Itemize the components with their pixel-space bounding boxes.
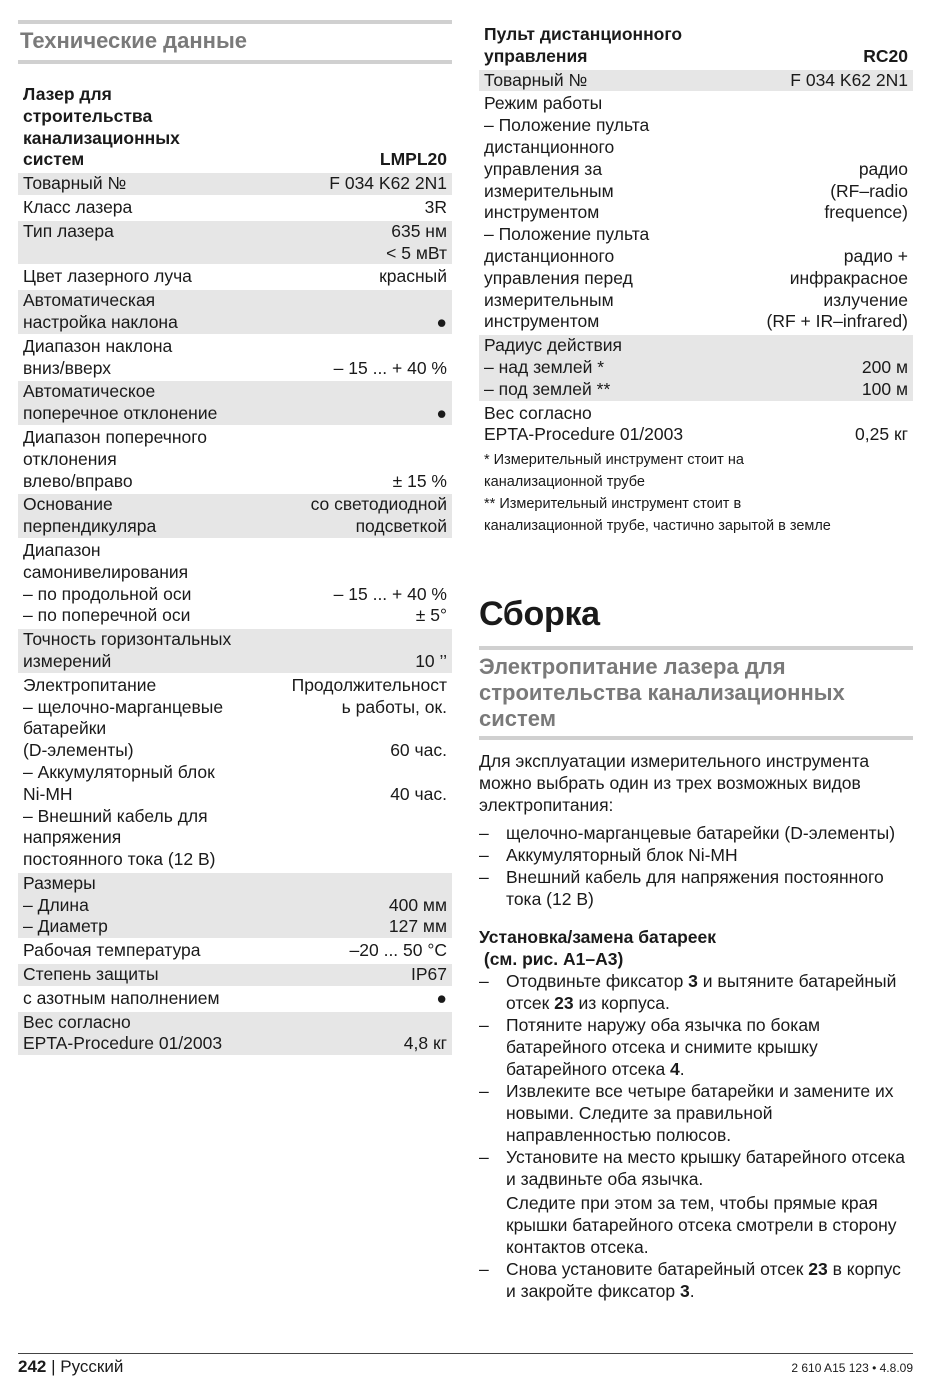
spec-row-line bbox=[479, 357, 913, 379]
spec-label: Ni-MH bbox=[23, 783, 73, 804]
spec-value bbox=[265, 762, 452, 784]
footer-language: Русский bbox=[60, 1357, 124, 1376]
spec-label: инструментом bbox=[484, 311, 600, 332]
spec-value: со светодиодной bbox=[265, 493, 452, 516]
spec-value: 60 час. bbox=[390, 740, 447, 761]
spec-value: –20 ... 50 °C bbox=[265, 939, 452, 963]
spec-row-line bbox=[18, 827, 452, 849]
list-item-text: щелочно-марганцевые батарейки (D-элементы) bbox=[506, 823, 896, 844]
spec-row-line bbox=[18, 335, 452, 358]
spec-label: – Диаметр bbox=[18, 916, 265, 939]
spec-row-line bbox=[18, 895, 452, 917]
spec-row-line bbox=[18, 265, 452, 289]
footer-page-label bbox=[18, 1357, 123, 1377]
spec-label: Автоматическое bbox=[18, 380, 265, 403]
page-number: 242 bbox=[18, 1357, 47, 1376]
spec-label: Товарный № bbox=[479, 69, 731, 93]
spec-row-line bbox=[479, 311, 913, 334]
spec-value: излучение bbox=[823, 289, 908, 310]
spec-label: – Положение пульта bbox=[484, 224, 650, 245]
spec-value bbox=[265, 335, 452, 358]
spec-label: – Внешний кабель для bbox=[23, 805, 208, 826]
spec-value: 100 м bbox=[731, 379, 913, 402]
spec-label: Размеры bbox=[18, 872, 265, 895]
spec-value: красный bbox=[265, 265, 452, 289]
footnote-line: ** Измерительный инструмент стоит в bbox=[484, 496, 742, 513]
step-text: . bbox=[679, 1059, 685, 1080]
spec-row-line bbox=[18, 849, 452, 872]
spec-value: RC20 bbox=[863, 45, 908, 66]
battery-heading-line1: Установка/замена батареек bbox=[479, 927, 716, 948]
spec-label: Вес согласно bbox=[479, 402, 731, 425]
battery-heading-line2: (см. рис. A1–A3) bbox=[483, 949, 624, 970]
spec-value: < 5 мВт bbox=[265, 243, 452, 266]
spec-label: – Длина bbox=[18, 895, 265, 917]
spec-row-line bbox=[479, 290, 913, 312]
spec-row-line bbox=[479, 92, 913, 115]
spec-row-line bbox=[18, 939, 452, 963]
spec-row-line bbox=[18, 674, 452, 697]
spec-value: ● bbox=[265, 987, 452, 1011]
spec-row-line bbox=[479, 379, 913, 402]
spec-row-line bbox=[479, 224, 913, 246]
spec-row-line bbox=[479, 115, 913, 137]
spec-row-line bbox=[18, 784, 452, 806]
spec-row-line bbox=[18, 651, 452, 674]
list-item bbox=[479, 844, 913, 866]
section-title-technical-data: Технические данные bbox=[18, 20, 452, 64]
spec-value bbox=[731, 115, 913, 137]
battery-steps-list bbox=[479, 970, 913, 1302]
spec-value bbox=[731, 224, 913, 246]
spec-label: (D-элементы) bbox=[23, 740, 134, 761]
spec-row-line bbox=[479, 159, 913, 181]
spec-row-line bbox=[18, 516, 452, 539]
spec-value: ● bbox=[265, 403, 452, 426]
spec-value bbox=[265, 849, 452, 872]
spec-row-line bbox=[18, 562, 452, 584]
spec-label: Рабочая температура bbox=[18, 939, 265, 963]
spec-label: Степень защиты bbox=[18, 963, 265, 987]
spec-value bbox=[265, 84, 452, 106]
spec-row-line bbox=[18, 628, 452, 651]
spec-value bbox=[265, 628, 452, 651]
spec-value bbox=[265, 1011, 452, 1034]
spec-row-line bbox=[18, 84, 452, 106]
part-ref: 23 bbox=[554, 993, 574, 1014]
dash-marker: – bbox=[479, 1147, 489, 1168]
spec-row-line bbox=[18, 358, 452, 381]
spec-row-line bbox=[479, 24, 913, 46]
spec-row-line bbox=[18, 403, 452, 426]
spec-label: Основание bbox=[18, 493, 265, 516]
spec-value bbox=[731, 137, 913, 159]
spec-label: систем bbox=[23, 149, 85, 170]
step-text: в корпус и закройте фиксатор bbox=[506, 1259, 901, 1302]
laser-spec-table bbox=[18, 84, 452, 1055]
spec-row-line bbox=[18, 584, 452, 606]
spec-value: 4,8 кг bbox=[265, 1033, 452, 1055]
spec-row-line bbox=[18, 471, 452, 494]
spec-value bbox=[265, 539, 452, 562]
spec-value: Продолжительност bbox=[265, 674, 452, 697]
spec-label: дистанционного bbox=[484, 245, 615, 266]
spec-value: 40 час. bbox=[390, 783, 447, 804]
spec-label: управления перед bbox=[484, 267, 633, 288]
assembly-body bbox=[479, 750, 913, 1302]
spec-value bbox=[265, 426, 452, 449]
step-item bbox=[479, 1014, 913, 1080]
footer-doc-code: 2 610 A15 123 • 4.8.09 bbox=[791, 1361, 913, 1375]
spec-value: ± 5° bbox=[415, 605, 447, 626]
spec-value bbox=[265, 289, 452, 312]
spec-value bbox=[731, 402, 913, 425]
footnote-line: * Измерительный инструмент стоит на bbox=[484, 452, 744, 469]
spec-label: – под землей ** bbox=[479, 379, 731, 402]
dash-marker: – bbox=[479, 971, 489, 992]
spec-value bbox=[265, 449, 452, 471]
spec-row-line bbox=[479, 202, 913, 224]
spec-label: Товарный № bbox=[18, 172, 265, 196]
spec-label: Вес согласно bbox=[18, 1011, 265, 1034]
spec-label: постоянного тока (12 В) bbox=[23, 849, 216, 870]
spec-row-line bbox=[18, 196, 452, 220]
spec-label: Диапазон bbox=[18, 539, 265, 562]
spec-value bbox=[265, 827, 452, 849]
dash-marker: – bbox=[479, 867, 489, 888]
part-ref: 3 bbox=[679, 1281, 690, 1302]
spec-label: напряжения bbox=[23, 827, 122, 848]
step-item bbox=[479, 1258, 913, 1302]
spec-value: F 034 K62 2N1 bbox=[731, 69, 913, 93]
spec-label: Класс лазера bbox=[18, 196, 265, 220]
right-column bbox=[479, 0, 913, 1302]
step-text: и вытяните батарейный отсек bbox=[506, 971, 897, 1014]
spec-label: Радиус действия bbox=[479, 334, 731, 357]
spec-value: (RF–radio bbox=[830, 180, 908, 201]
spec-label: управления за bbox=[484, 158, 603, 179]
list-item bbox=[479, 866, 913, 910]
spec-label: с азотным наполнением bbox=[18, 987, 265, 1011]
footnotes bbox=[479, 449, 913, 537]
spec-value bbox=[265, 106, 452, 128]
spec-label: самонивелирования bbox=[23, 561, 189, 582]
section-heading-assembly: Сборка bbox=[479, 595, 600, 634]
spec-label: перпендикуляра bbox=[18, 516, 265, 539]
spec-row-line bbox=[18, 220, 452, 243]
spec-value: 200 м bbox=[731, 357, 913, 379]
spec-value: ● bbox=[265, 312, 452, 335]
spec-value: 127 мм bbox=[265, 916, 452, 939]
spec-row-line bbox=[18, 762, 452, 784]
step-text: Снова установите батарейный отсек bbox=[506, 1259, 809, 1280]
step-text: Извлеките все четыре батарейки и замените их новыми. Следите за правильной направленностью полюсов. bbox=[506, 1081, 894, 1146]
spec-value: F 034 K62 2N1 bbox=[265, 172, 452, 196]
spec-label: измерительным bbox=[484, 180, 614, 201]
spec-label: батарейки bbox=[23, 718, 107, 739]
spec-label: инструментом bbox=[484, 202, 600, 223]
spec-row-line bbox=[18, 740, 452, 762]
spec-label: – Аккумуляторный блок bbox=[23, 761, 215, 782]
spec-label: – над землей * bbox=[479, 357, 731, 379]
spec-row-line bbox=[18, 718, 452, 740]
spec-label: управления bbox=[484, 45, 588, 66]
spec-row-line bbox=[18, 128, 452, 150]
spec-label: Диапазон поперечного bbox=[18, 426, 265, 449]
spec-value: IP67 bbox=[265, 963, 452, 987]
step-item bbox=[479, 970, 913, 1014]
spec-row-line bbox=[18, 312, 452, 335]
footnote-line: канализационной трубе bbox=[484, 474, 645, 491]
dash-marker: – bbox=[479, 1259, 489, 1280]
spec-value: 0,25 кг bbox=[855, 424, 908, 445]
spec-value: (RF + IR–infrared) bbox=[766, 311, 908, 332]
spec-label: Точность горизонтальных bbox=[18, 628, 265, 651]
spec-row-line bbox=[18, 1033, 452, 1055]
spec-label: строительства bbox=[23, 105, 153, 126]
battery-heading bbox=[479, 926, 913, 970]
spec-value bbox=[265, 562, 452, 584]
spec-row-line bbox=[479, 268, 913, 290]
spec-label: – по поперечной оси bbox=[23, 605, 191, 626]
spec-value bbox=[265, 380, 452, 403]
spec-label: Лазер для bbox=[23, 84, 112, 104]
spec-label bbox=[18, 243, 265, 266]
step-text: Установите на место крышку батарейного отсека и задвиньте оба язычка. bbox=[506, 1147, 905, 1190]
spec-row-line bbox=[479, 424, 913, 446]
step-text: из корпуса. bbox=[573, 993, 670, 1014]
spec-label: – щелочно-марганцевые bbox=[23, 696, 224, 717]
spec-row-line bbox=[18, 426, 452, 449]
spec-label: Тип лазера bbox=[18, 220, 265, 243]
spec-row-line bbox=[18, 605, 452, 628]
spec-value bbox=[731, 92, 913, 115]
spec-row-line bbox=[18, 149, 452, 172]
spec-row-line bbox=[18, 963, 452, 987]
spec-label: измерительным bbox=[484, 289, 614, 310]
part-ref: 23 bbox=[808, 1259, 828, 1280]
spec-value: LMPL20 bbox=[379, 149, 447, 170]
spec-label: EPTA-Procedure 01/2003 bbox=[484, 424, 684, 445]
spec-row-line bbox=[18, 697, 452, 719]
spec-value: – 15 ... + 40 % bbox=[333, 357, 447, 378]
spec-value: – 15 ... + 40 % bbox=[333, 583, 447, 604]
spec-value bbox=[731, 334, 913, 357]
spec-value: радио bbox=[858, 158, 908, 179]
spec-label: измерений bbox=[18, 651, 265, 674]
intro-paragraph: Для эксплуатации измерительного инструмента можно выбрать один из трех возможных видов электропитания: bbox=[479, 751, 870, 816]
step-item bbox=[479, 1146, 913, 1190]
step-text: . bbox=[689, 1281, 695, 1302]
dash-marker: – bbox=[479, 1015, 489, 1036]
spec-label: Пульт дистанционного bbox=[484, 24, 683, 44]
spec-row-line bbox=[479, 334, 913, 357]
spec-label: отклонения bbox=[23, 448, 117, 469]
footnote-line: канализационной трубе, частично зарытой в земле bbox=[484, 518, 831, 535]
spec-row-line bbox=[18, 806, 452, 828]
subsection-heading-power: Электропитание лазера для строительства канализационных систем bbox=[479, 646, 913, 740]
spec-row-line bbox=[479, 402, 913, 425]
spec-row-line bbox=[18, 243, 452, 266]
dash-marker: – bbox=[479, 823, 489, 844]
spec-label: вниз/вверх bbox=[23, 357, 112, 378]
spec-value: инфракрасное bbox=[789, 267, 908, 288]
step-text: Потяните наружу оба язычка по бокам батарейного отсека и снимите крышку батарейного отсека bbox=[506, 1015, 821, 1080]
spec-label: Режим работы bbox=[479, 92, 731, 115]
spec-row-line bbox=[18, 1011, 452, 1034]
part-ref: 4 bbox=[670, 1059, 680, 1080]
spec-label: Электропитание bbox=[18, 674, 265, 697]
spec-value bbox=[265, 128, 452, 150]
spec-label: канализационных bbox=[23, 127, 180, 148]
spec-value: ь работы, ок. bbox=[341, 696, 447, 717]
list-item-text: Аккумуляторный блок Ni-MH bbox=[506, 845, 738, 866]
spec-value: подсветкой bbox=[265, 516, 452, 539]
spec-row-line bbox=[479, 181, 913, 203]
list-item-text: Внешний кабель для напряжения постоянного тока (12 В) bbox=[506, 867, 884, 910]
dash-marker: – bbox=[479, 1081, 489, 1102]
spec-row-line bbox=[18, 539, 452, 562]
footer-separator: | bbox=[46, 1357, 61, 1376]
spec-label: Автоматическая bbox=[18, 289, 265, 312]
spec-label: – по продольной оси bbox=[23, 583, 192, 604]
spec-row-line bbox=[479, 137, 913, 159]
spec-value bbox=[265, 806, 452, 828]
spec-label: влево/вправо bbox=[23, 470, 133, 491]
spec-value bbox=[265, 872, 452, 895]
footer-divider bbox=[18, 1353, 913, 1354]
dash-marker: – bbox=[479, 845, 489, 866]
spec-value: 400 мм bbox=[265, 895, 452, 917]
spec-value: 3R bbox=[265, 196, 452, 220]
spec-label: – Положение пульта bbox=[484, 115, 650, 136]
spec-row-line bbox=[18, 106, 452, 128]
spec-value: ± 15 % bbox=[392, 470, 447, 491]
step-item bbox=[479, 1080, 913, 1146]
step-text: Отодвиньте фиксатор bbox=[506, 971, 689, 992]
step-note bbox=[479, 1192, 913, 1258]
spec-row-line bbox=[18, 172, 452, 196]
spec-value bbox=[731, 24, 913, 46]
spec-label: Диапазон наклона bbox=[18, 335, 265, 358]
spec-label: поперечное отклонение bbox=[18, 403, 265, 426]
spec-label: EPTA-Procedure 01/2003 bbox=[18, 1033, 265, 1055]
power-options-list bbox=[479, 822, 913, 910]
part-ref: 3 bbox=[688, 971, 698, 992]
spec-value: радио + bbox=[843, 245, 908, 266]
spec-row-line bbox=[18, 916, 452, 939]
spec-row-line bbox=[18, 289, 452, 312]
spec-value: 635 нм bbox=[265, 220, 452, 243]
spec-row-line bbox=[18, 449, 452, 471]
spec-row-line bbox=[479, 46, 913, 69]
spec-row-line bbox=[479, 69, 913, 93]
spec-value: frequence) bbox=[824, 202, 908, 223]
spec-label: Цвет лазерного луча bbox=[18, 265, 265, 289]
spec-label: настройка наклона bbox=[18, 312, 265, 335]
step-note-text: Следите при этом за тем, чтобы прямые края крышки батарейного отсека смотрели в сторону контактов отсека. bbox=[506, 1193, 897, 1258]
spec-value bbox=[265, 718, 452, 740]
spec-row-line bbox=[18, 872, 452, 895]
spec-value: 10 ’’ bbox=[265, 651, 452, 674]
spec-label: дистанционного bbox=[484, 136, 615, 157]
list-item bbox=[479, 822, 913, 844]
spec-row-line bbox=[479, 246, 913, 268]
remote-spec-table bbox=[479, 24, 913, 446]
spec-row-line bbox=[18, 493, 452, 516]
spec-row-line bbox=[18, 380, 452, 403]
spec-row-line bbox=[18, 987, 452, 1011]
left-column bbox=[18, 0, 452, 1055]
